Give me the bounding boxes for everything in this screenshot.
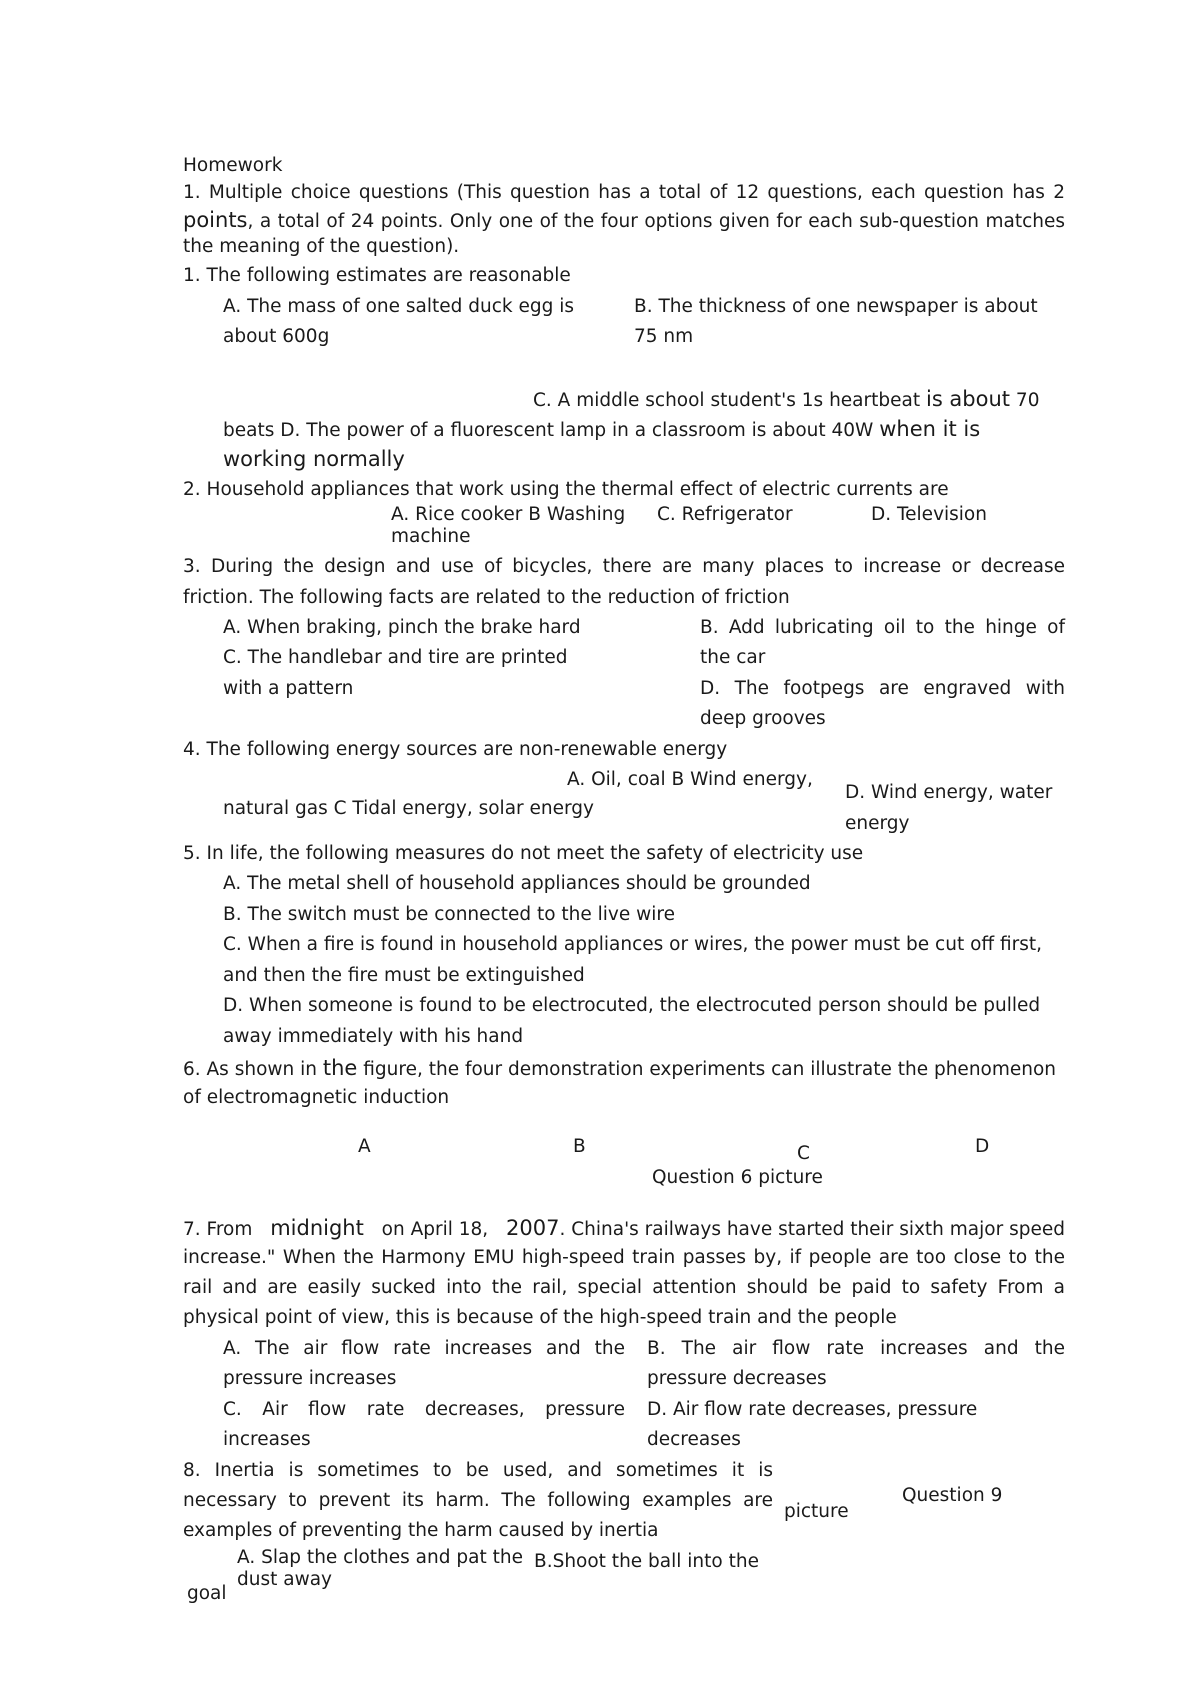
section-line-1: 1. Multiple choice questions (This question has a total of 12 questions, each question has 2	[183, 182, 1065, 203]
q9-label: Question 9	[902, 1485, 1003, 1506]
q5-option-d-line1: D. When someone is found to be electrocuted, the electrocuted person should be pulled	[223, 995, 1041, 1016]
q8-line1: 8. Inertia is sometimes to be used, and sometimes it is	[183, 1460, 773, 1481]
q7-line1-b: midnight	[270, 1216, 364, 1240]
q3-option-b-line1: B. Add lubricating oil to the hinge of	[700, 617, 1065, 638]
q7-line1	[183, 1218, 1065, 1240]
q8-option-a-line2: dust away	[237, 1569, 332, 1590]
q7-option-d-line1: D. Air flow rate decreases, pressure	[647, 1399, 978, 1420]
q8-line2: necessary to prevent its harm. The following examples are	[183, 1490, 773, 1511]
q7-option-b-line2: pressure decreases	[647, 1368, 827, 1389]
q7-line1-tail	[506, 1218, 1065, 1240]
q7-line1-d: 2007	[506, 1216, 560, 1240]
q1-stem: 1. The following estimates are reasonable	[183, 265, 571, 286]
points-word: points	[183, 208, 248, 232]
q7-option-c-line2: increases	[223, 1429, 311, 1450]
q1-option-c-big: is about	[925, 387, 1011, 411]
q6-caption: Question 6 picture	[652, 1167, 823, 1188]
q7-line4: physical point of view, this is because of the high-speed train and the people	[183, 1307, 897, 1328]
q3-option-c-line1: C. The handlebar and tire are printed	[223, 647, 568, 668]
q2-option-ab-line2: machine	[391, 526, 471, 547]
q8-option-b: B.Shoot the ball into the	[534, 1551, 759, 1572]
section-line-3: the meaning of the question).	[183, 236, 460, 257]
q7-option-d-line2: decreases	[647, 1429, 741, 1450]
q2-option-c: C. Refrigerator	[657, 504, 793, 525]
q3-option-b-line2: the car	[700, 647, 766, 668]
q4-stem: 4. The following energy sources are non-renewable energy	[183, 739, 728, 760]
q8-option-a-line1: A. Slap the clothes and pat the	[237, 1547, 523, 1568]
q9-picture-word: picture	[784, 1501, 849, 1522]
q3-option-d-line1: D. The footpegs are engraved with	[700, 678, 1065, 699]
q7-line2: increase." When the Harmony EMU high-speed train passes by, if people are too close to the	[183, 1247, 1065, 1268]
q5-option-c-line2: and then the fire must be extinguished	[223, 965, 585, 986]
q7-line1-e: . China's railways have started their sixth major speed	[559, 1219, 1065, 1240]
q5-stem: 5. In life, the following measures do not meet the safety of electricity use	[183, 843, 864, 864]
q7-option-a-line1: A. The air flow rate increases and the	[223, 1338, 625, 1359]
q5-option-d-line2: away immediately with his hand	[223, 1026, 524, 1047]
points-rest: , a total of 24 points. Only one of the four options given for each sub-question matches	[247, 211, 1065, 232]
q1-option-b-line2: 75 nm	[634, 326, 694, 347]
q1-option-b-line1: B. The thickness of one newspaper is about	[634, 296, 1038, 317]
q6-label-a: A	[358, 1136, 371, 1157]
q1-option-d-line2: working normally	[223, 447, 405, 471]
q3-stem-line2: friction. The following facts are related to the reduction of friction	[183, 587, 790, 608]
q1-option-c-num: 70	[1015, 390, 1040, 411]
q7-option-c-line1: C. Air flow rate decreases, pressure	[223, 1399, 625, 1420]
q4-option-d-line2: energy	[845, 813, 910, 834]
q3-option-a: A. When braking, pinch the brake hard	[223, 617, 581, 638]
q5-option-a: A. The metal shell of household appliances should be grounded	[223, 873, 811, 894]
q5-option-b: B. The switch must be connected to the live wire	[223, 904, 675, 925]
q2-option-ab-line1: A. Rice cooker B Washing	[391, 504, 626, 525]
q1-option-a-line2: about 600g	[223, 326, 330, 347]
q1-option-d-line1	[223, 419, 980, 441]
q7-line1-c: on April 18,	[381, 1219, 489, 1240]
q6-stem-line1	[183, 1058, 1056, 1080]
q1-option-d-big: when it is	[879, 417, 981, 441]
q4-option-a-line1: A. Oil, coal B Wind energy,	[567, 769, 813, 790]
q3-stem-line1: 3. During the design and use of bicycles, there are many places to increase or decrease	[183, 556, 1065, 577]
q5-option-c-line1: C. When a fire is found in household appliances or wires, the power must be cut off first,	[223, 934, 1043, 955]
doc-title: Homework	[183, 155, 283, 176]
q6-label-b: B	[573, 1136, 586, 1157]
q7-line3: rail and are easily sucked into the rail, special attention should be paid to safety From a	[183, 1277, 1065, 1298]
q6-stem-text-a: 6. As shown in	[183, 1059, 317, 1080]
q6-stem-big: the	[322, 1056, 358, 1080]
q2-option-d: D. Television	[871, 504, 987, 525]
q6-stem-text-b: figure, the four demonstration experiments can illustrate the phenomenon	[363, 1059, 1057, 1080]
q4-option-a-line2: natural gas C Tidal energy, solar energy	[223, 798, 594, 819]
q7-option-a-line2: pressure increases	[223, 1368, 397, 1389]
q6-label-d: D	[975, 1136, 990, 1157]
q1-option-d-text: beats D. The power of a fluorescent lamp in a classroom is about 40W	[223, 420, 874, 441]
q1-option-c	[533, 389, 1039, 411]
q7-line1-a: 7. From	[183, 1219, 253, 1240]
q4-option-d-line1: D. Wind energy, water	[845, 782, 1053, 803]
q6-label-c: C	[797, 1143, 810, 1164]
q3-option-d-line2: deep grooves	[700, 708, 826, 729]
q8-goal: goal	[187, 1583, 227, 1604]
section-line-2	[183, 210, 1065, 232]
q7-option-b-line1: B. The air flow rate increases and the	[647, 1338, 1065, 1359]
q8-line3: examples of preventing the harm caused by inertia	[183, 1520, 659, 1541]
q6-stem-line2: of electromagnetic induction	[183, 1087, 450, 1108]
q1-option-a-line1: A. The mass of one salted duck egg is	[223, 296, 575, 317]
q3-option-c-line2: with a pattern	[223, 678, 354, 699]
q1-option-c-text: C. A middle school student's 1s heartbeat	[533, 390, 921, 411]
q2-stem: 2. Household appliances that work using the thermal effect of electric currents are	[183, 479, 949, 500]
